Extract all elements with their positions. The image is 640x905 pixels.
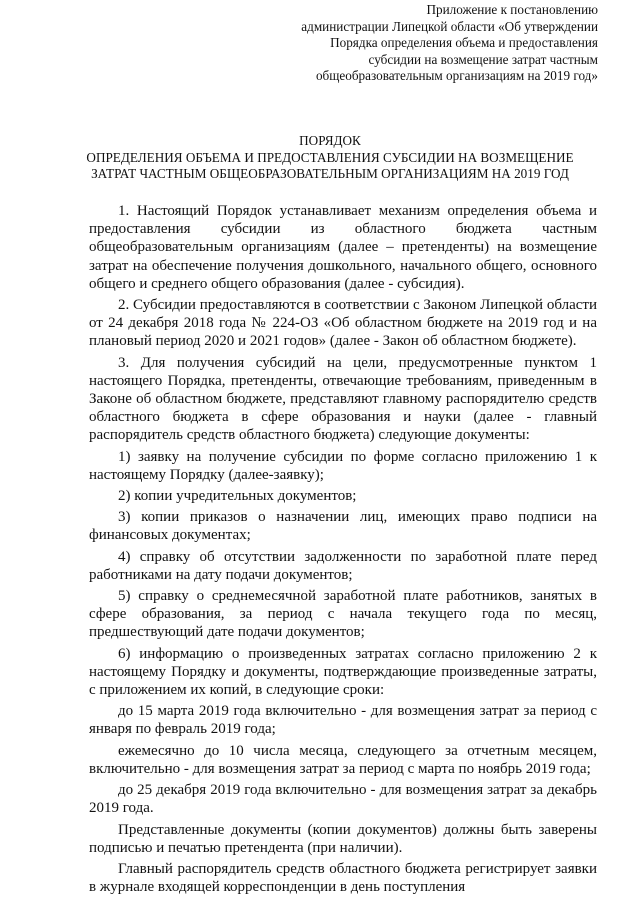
paragraph: 4) справку об отсутствии задолженности по заработной плате перед работниками на дату подачи документов; (89, 548, 597, 583)
appendix-line: Приложение к постановлению (426, 2, 598, 17)
paragraph: Представленные документы (копии документов) должны быть заверены подписью и печатью претендента (при наличии). (89, 821, 597, 856)
paragraph: ежемесячно до 10 числа месяца, следующего за отчетным месяцем, включительно - для возмещения затрат за период с марта по ноябрь 2019 года; (89, 742, 597, 777)
title-line: ПОРЯДОК (299, 133, 361, 148)
paragraph: Главный распорядитель средств областного бюджета регистрирует заявки в журнале входящей корреспонденции в день поступления (89, 860, 597, 896)
paragraph: 1) заявку на получение субсидии по форме согласно приложению 1 к настоящему Порядку (далее-заявку); (89, 448, 597, 483)
document-title (60, 133, 600, 183)
paragraph: 3. Для получения субсидий на цели, предусмотренные пунктом 1 настоящего Порядка, претенденты, отвечающие требованиям, приведенным в Законе об областном бюджете, представляют главному распорядителю средств областного бюджета в сфере образования и науки (далее - главный распорядитель средств областного бюджета) следующие документы: (89, 354, 597, 444)
paragraph: до 15 марта 2019 года включительно - для возмещения затрат за период с января по февраль 2019 года; (89, 703, 597, 738)
appendix-line: общеобразовательным организациям на 2019 год» (315, 68, 598, 84)
paragraph: 2. Субсидии предоставляются в соответствии с Законом Липецкой области от 24 декабря 2018 года № 224-ОЗ «Об областном бюджете на 2019 год и на плановый период 2020 и 2021 годов» (далее - Закон об областном бюджете). (89, 297, 597, 350)
document-body (89, 202, 597, 896)
paragraph: 5) справку о среднемесячной заработной плате работников, занятых в сфере образования, за период с начала текущего года по месяц, предшествующий дате подачи документов; (89, 588, 597, 641)
appendix-line: Порядка определения объема и предоставления (330, 35, 598, 51)
title-line: ОПРЕДЕЛЕНИЯ ОБЪЕМА И ПРЕДОСТАВЛЕНИЯ СУБСИДИИ НА ВОЗМЕЩЕНИЕ (86, 149, 574, 165)
appendix-line: субсидии на возмещение затрат частным (368, 51, 598, 67)
appendix-note (268, 2, 598, 85)
paragraph: 1. Настоящий Порядок устанавливает механизм определения объема и предоставления субсидии из областного бюджета частным общеобразовательным организациям (далее – претенденты) на возмещение затрат на обеспечение получения дошкольного, начального общего, основного общего и среднего общего образования (далее - субсидия). (89, 203, 597, 292)
paragraph: 3) копии приказов о назначении лиц, имеющих право подписи на финансовых документах; (89, 509, 597, 544)
paragraph: до 25 декабря 2019 года включительно - для возмещения затрат за декабрь 2019 года. (89, 782, 597, 817)
paragraph: 2) копии учредительных документов; (118, 488, 357, 505)
paragraph: 6) информацию о произведенных затратах согласно приложению 2 к настоящему Порядку и документы, подтверждающие произведенные затраты, с приложением их копий, в следующие сроки: (89, 645, 597, 699)
title-line: ЗАТРАТ ЧАСТНЫМ ОБЩЕОБРАЗОВАТЕЛЬНЫМ ОРГАНИЗАЦИЯМ НА 2019 ГОД (91, 166, 569, 182)
appendix-line: администрации Липецкой области «Об утверждении (301, 18, 598, 34)
